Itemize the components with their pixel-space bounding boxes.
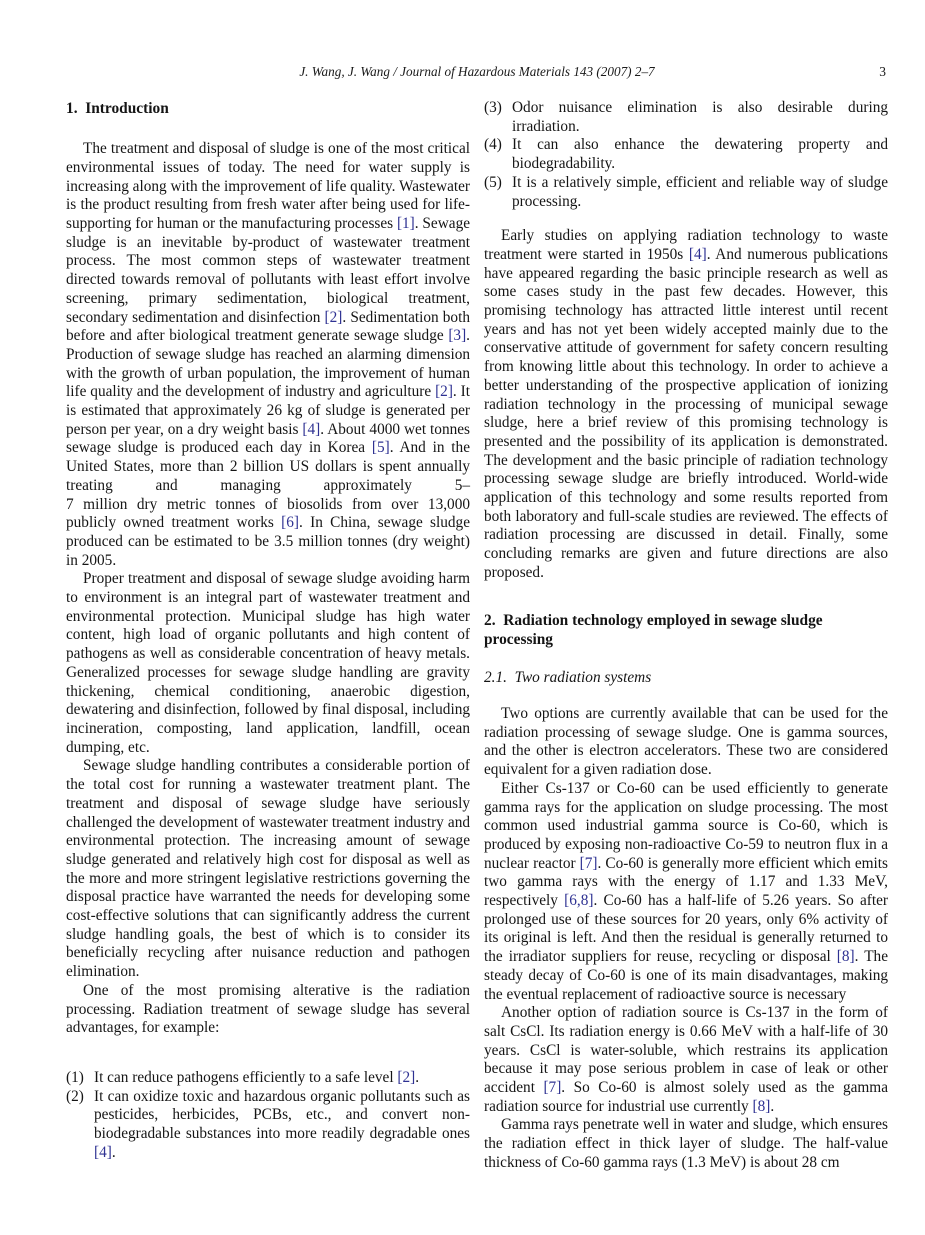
paragraph-cs137: Another option of radiation source is Cs-137 in the form of salt CsCl. Its radiation energy is 0.66 MeV with a half-life of 30 years. CsCl is water-soluble, which restrains its application because it may pose serious problem in case of leak or other accident [7]. So Co-60 is almost solely used as the gamma radiation source for industrial use currently [8]. [484,1004,888,1115]
citation-link[interactable]: [8] [752,1097,771,1115]
list-item-text: It can reduce pathogens efficiently to a safe level [2]. [94,1068,420,1086]
paragraph-intro-4: One of the most promising alterative is the radiation processing. Radiation treatment of sewage sludge has several advantages, for example: [66,981,470,1037]
subsection-2-1-heading: 2.1. Two radiation systems [484,668,652,686]
citation-link[interactable]: [6,8] [564,892,594,910]
citation-link[interactable]: [7] [579,854,598,872]
list-marker: (3) [484,99,502,116]
advantages-list-items-3-5 [484,99,888,211]
running-title: J. Wang, J. Wang / Journal of Hazardous Materials 143 (2007) 2–7 [299,64,655,79]
citation-link[interactable]: [6] [281,514,300,532]
citation-link[interactable]: [4] [94,1143,112,1161]
list-marker: (2) [66,1087,84,1105]
paragraph-gamma-penetration: Gamma rays penetrate well in water and sludge, which ensures the radiation effect in thick layer of sludge. The half-value thickness of Co-60 gamma rays (1.3 MeV) is about 28 cm [484,1116,888,1171]
citation-link[interactable]: [2] [435,383,453,401]
list-marker: (4) [484,136,502,154]
paragraph-two-options: Two options are currently available that can be used for the radiation processing of sewage sludge. One is gamma sources, and the other is electron accelerators. These two are considered equivalent for a given radiation dose. [484,704,888,779]
running-header [66,64,888,80]
list-item-1 [66,1069,470,1088]
page-number: 3 [879,64,886,79]
paragraph-co60: Either Cs-137 or Co-60 can be used efficiently to generate gamma rays for the application on sludge processing. The most common used industrial gamma source is Co-60, which is produced by exposing non-radioactive Co-59 to neutron flux in a nuclear reactor [7]. Co-60 is generally more efficient which emits two gamma rays with the energy of 1.17 and 1.33 MeV, respectively [6,8]. Co-60 has a half-life of 5.26 years. So after prolonged use of these sources for 20 years, only 6% activity of its original is left. And then the residual is generally returned to the irradiator suppliers for reuse, recycling or disposal [8]. The steady decay of Co-60 is one of its main disadvantages, making the eventual replacement of radioactive source is necessary [484,779,888,1003]
list-item-text: It can oxidize toxic and hazardous organic pollutants such as pesticides, herbicides, PCBs, etc., and convert non-biodegradable substances into more readily degradable ones [4]. [94,1087,470,1161]
citation-link[interactable]: [4] [302,420,321,438]
citation-link[interactable]: [3] [448,327,467,345]
two-column-body [66,99,888,1173]
citation-link[interactable]: [2] [324,308,343,326]
paragraph-early-studies: Early studies on applying radiation technology to waste treatment were started in 1950s [4]. And numerous publications have appeared regarding the basic principle research as well as some cases study in the past few decades. However, this promising technology has attracted little interest until recent years and has not yet been widely accepted mainly due to the conservative attitude of government for safety concern resulting from knowing little about this technology. In order to achieve a better understanding of the prospective application of ionizing radiation technology in the processing of municipal sewage sludge, here a brief review of this promising technology is presented and the possibility of its application is demonstrated. The development and the basic principle of radiation technology processing sewage sludge are briefly introduced. World-wide application of this technology and some results reported from both laboratory and full-scale studies are reviewed. The effects of radiation processing are discussed in detail. Finally, some concluding remarks are given and future directions are also proposed. [484,227,888,581]
paragraph-intro-3: Sewage sludge handling contributes a considerable portion of the total cost for running a wastewater treatment plant. The treatment and disposal of sewage sludge have seriously challenged the development of wastewater treatment industry and environmental protection. The increasing amount of sewage sludge generated and relatively high cost for disposal as well as the more and more stringent legislative restrictions governing the disposal practice have warranted the needs for developing some cost-effective solutions that can significantly address the current sludge handling goals, the best of which is to consider its beneficially recycling after nuisance reduction and pathogen elimination. [66,757,470,981]
list-item-5 [484,174,888,211]
citation-link[interactable]: [8] [836,948,855,966]
citation-link[interactable]: [2] [397,1068,416,1086]
list-item-3 [484,99,888,136]
left-column [66,99,470,1173]
right-column [484,99,888,1173]
section-2-heading: 2. Radiation technology employed in sewage sludge processing [484,611,823,648]
citation-link[interactable]: [4] [688,245,707,263]
list-item-text: Odor nuisance elimination is also desirable during irradiation. [512,99,888,135]
paragraph-intro-1: The treatment and disposal of sludge is one of the most critical environmental issues of today. The need for water supply is increasing along with the improvement of life quality. Wastewater is the product resulting from fresh water after being used for life-supporting for human or the manufacturing processes [1]. Sewage sludge is an inevitable by-product of wastewater treatment process. The most common steps of wastewater treatment directed towards removal of pollutants with least effort involve screening, primary sedimentation, biological treatment, secondary sedimentation and disinfection [2]. Sedimentation both before and after biological treatment generate sewage sludge [3]. Production of sewage sludge has reached an alarming dimension with the growth of urban population, the improvement of human life quality and the development of industry and agriculture [2]. It is estimated that approximately 26 kg of sludge is generated per person per year, on a dry weight basis [4]. About 4000 wet tonnes sewage sludge is produced each day in Korea [5]. And in the United States, more than 2 billion US dollars is spent annually treating and managing approximately 5–7 million dry metric tonnes of biosolids from over 13,000 publicly owned treatment works [6]. In China, sewage sludge produced can be estimated to be 3.5 million tonnes (dry weight) in 2005. [66,140,471,569]
list-item-4 [484,136,888,173]
list-item-text: It can also enhance the dewatering property and biodegradability. [512,136,888,173]
list-marker: (1) [66,1068,84,1086]
list-marker: (5) [484,173,502,191]
section-1-heading: 1. Introduction [66,100,169,117]
citation-link[interactable]: [7] [543,1079,562,1097]
list-item-text: It is a relatively simple, efficient and reliable way of sludge processing. [512,173,888,210]
advantages-list-items-1-2 [66,1069,470,1163]
citation-link[interactable]: [1] [396,215,415,233]
citation-link[interactable]: [5] [371,439,390,457]
paragraph-intro-2: Proper treatment and disposal of sewage sludge avoiding harm to environment is an integral part of wastewater treatment and environmental protection. Municipal sludge has high water content, high load of organic pollutants and high content of pathogens as well as considerable concentration of heavy metals. Generalized processes for sewage sludge handling are gravity thickening, chemical conditioning, anaerobic digestion, dewatering and disinfection, followed by final disposal, including incineration, composting, land application, landfill, ocean dumping, etc. [66,570,470,756]
list-item-2 [66,1088,470,1163]
